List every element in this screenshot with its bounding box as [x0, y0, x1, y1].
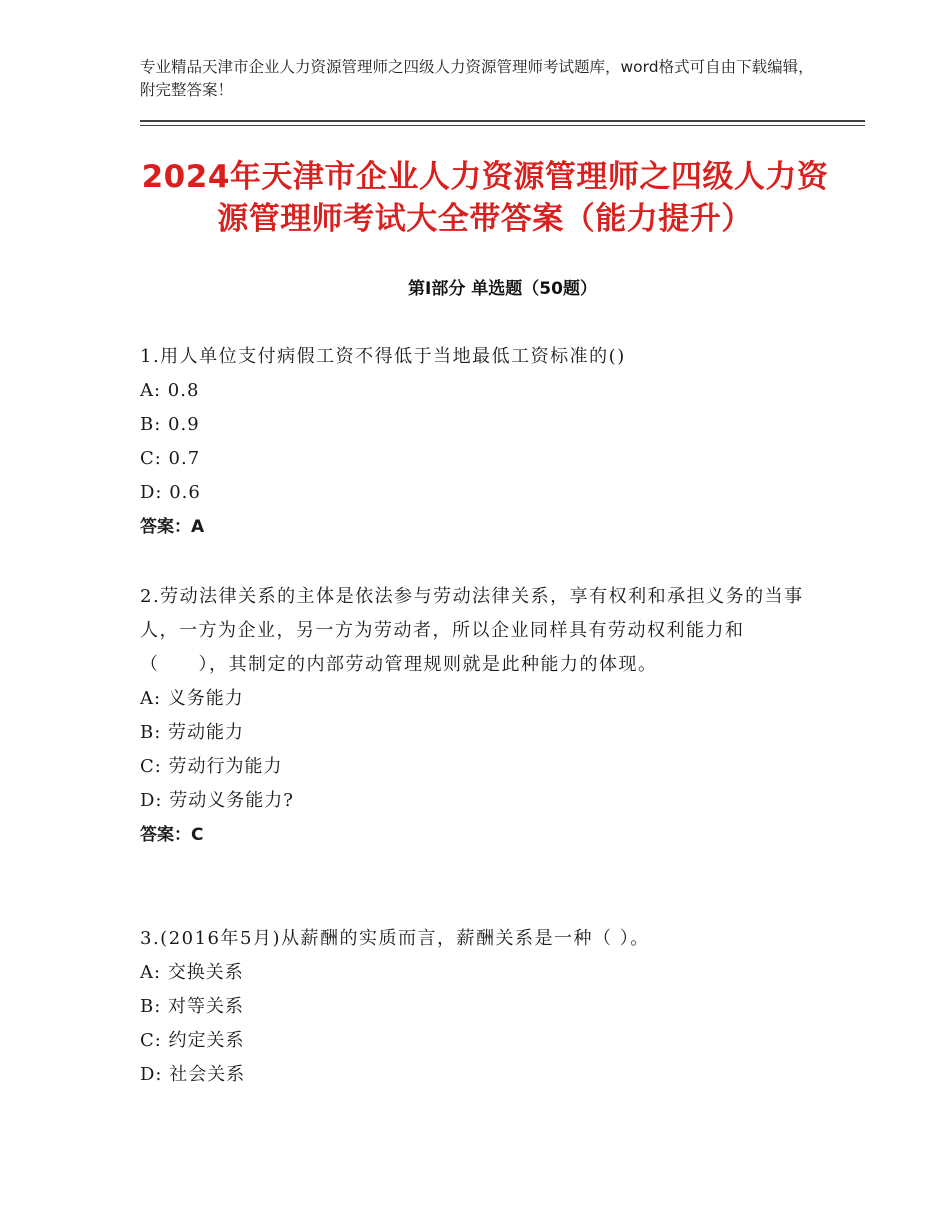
header-divider-thick — [140, 120, 865, 122]
answer-text: 答案：A — [140, 517, 205, 537]
option-a: A: 交换关系 — [140, 962, 244, 983]
question-3 — [140, 922, 805, 1092]
header-note: 专业精品天津市企业人力资源管理师之四级人力资源管理师考试题库，word格式可自由下载编辑，附完整答案！ — [140, 58, 814, 99]
option-c: C: 0.7 — [140, 448, 201, 469]
option-b: B: 0.9 — [140, 414, 200, 435]
question-stem: 2.劳动法律关系的主体是依法参与劳动法律关系，享有权利和承担义务的当事人，一方为企业，另一方为劳动者，所以企业同样具有劳动权利能力和（ ），其制定的内部劳动管理规则就是此种能力的体现。 — [140, 586, 804, 675]
answer-text: 答案：C — [140, 825, 204, 845]
option-b: B: 对等关系 — [140, 996, 245, 1017]
header-divider-thin — [140, 125, 865, 126]
question-1 — [140, 340, 805, 544]
option-b: B: 劳动能力 — [140, 722, 245, 743]
option-d: D: 0.6 — [140, 482, 201, 503]
question-2 — [140, 580, 805, 852]
option-c: C: 约定关系 — [140, 1030, 245, 1051]
section-heading: 第Ⅰ部分 单选题（50题） — [408, 279, 597, 299]
document-title: 2024年天津市企业人力资源管理师之四级人力资源管理师考试大全带答案（能力提升） — [141, 159, 829, 237]
option-d: D: 劳动义务能力? — [140, 790, 294, 811]
option-d: D: 社会关系 — [140, 1064, 246, 1085]
question-stem: 3.(2016年5月)从薪酬的实质而言，薪酬关系是一种（ ）。 — [140, 928, 650, 949]
option-c: C: 劳动行为能力 — [140, 756, 283, 777]
option-a: A: 义务能力 — [140, 688, 244, 709]
question-stem: 1.用人单位支付病假工资不得低于当地最低工资标准的() — [140, 346, 626, 367]
option-a: A: 0.8 — [140, 380, 200, 401]
